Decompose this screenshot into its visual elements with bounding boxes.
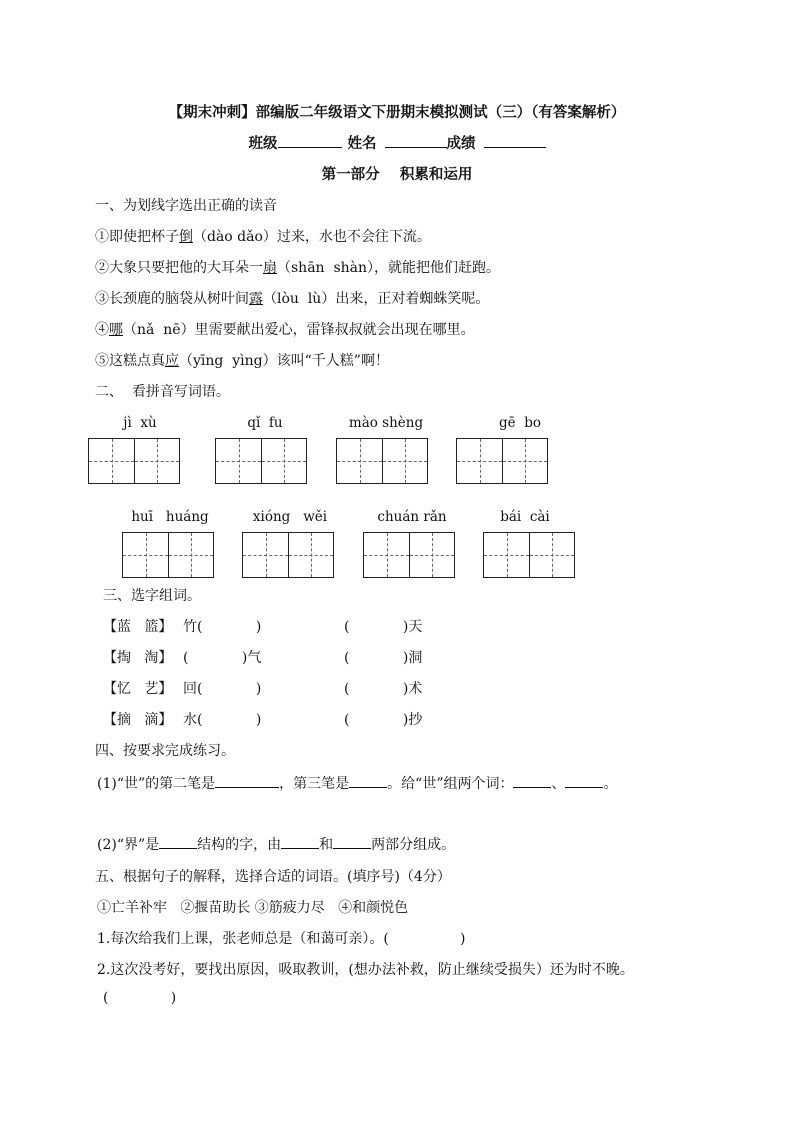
- q-text: 。: [603, 776, 618, 792]
- q-text: ②大象只要把他的大耳朵一: [95, 260, 263, 276]
- underlined-char: 露: [249, 291, 263, 307]
- pinyin-label: jì xù: [123, 415, 157, 431]
- section5-heading: 五、根据句子的解释，选择合适的词语。(填序号)（4分）: [95, 869, 451, 885]
- section4-heading: 四、按要求完成练习。: [95, 743, 235, 759]
- answer-blank[interactable]: [215, 775, 279, 788]
- word-blank[interactable]: 竹( ): [183, 619, 262, 635]
- answer-paren[interactable]: ( ): [103, 990, 177, 1006]
- pinyin-label: huī huáng: [131, 509, 209, 525]
- q-text: ⑤这糕点真: [95, 353, 165, 369]
- pinyin-label: xióng wěi: [252, 509, 328, 525]
- question-4-1: [97, 773, 617, 793]
- reading-question: [95, 350, 389, 370]
- char-pair: 【蓝 篮】: [103, 619, 173, 635]
- answer-blank[interactable]: [333, 836, 371, 849]
- writing-grid[interactable]: [215, 438, 307, 484]
- class-field[interactable]: [278, 135, 342, 148]
- writing-grid[interactable]: [88, 438, 180, 484]
- score-field[interactable]: [484, 135, 546, 148]
- writing-grid[interactable]: [363, 532, 455, 578]
- section1-heading: 一、为划线字选出正确的读音: [95, 198, 277, 214]
- answer-blank[interactable]: [349, 775, 387, 788]
- word-blank[interactable]: ( )气: [183, 650, 262, 666]
- word-blank[interactable]: ( )天: [344, 619, 423, 635]
- name-label: 姓名: [347, 135, 377, 152]
- student-info-line: [0, 132, 794, 153]
- q-text: 两部分组成。: [371, 837, 456, 853]
- question-5-1[interactable]: 1.每次给我们上课，张老师总是（和蔼可亲）。( ): [97, 931, 466, 947]
- q-text: 结构的字，由: [197, 837, 282, 853]
- q-text: (2)“界”是: [97, 837, 160, 853]
- writing-grid[interactable]: [122, 532, 214, 578]
- q-text: 和: [319, 837, 334, 853]
- underlined-char: 哪: [109, 322, 123, 338]
- answer-blank[interactable]: [159, 836, 197, 849]
- section2-heading: 二、 看拼音写词语。: [95, 384, 230, 400]
- score-label: 成绩: [446, 135, 476, 152]
- answer-blank[interactable]: [281, 836, 319, 849]
- char-pair: 【掏 淘】: [103, 650, 173, 666]
- word-blank[interactable]: ( )术: [344, 681, 423, 697]
- q-text: ④: [95, 322, 109, 338]
- underlined-char: 应: [165, 353, 179, 369]
- underlined-char: 倒: [179, 229, 193, 245]
- writing-grid[interactable]: [483, 532, 575, 578]
- question-4-2: [97, 834, 455, 854]
- reading-question: [95, 288, 489, 308]
- word-blank[interactable]: 回( ): [183, 681, 262, 697]
- reading-question: [95, 319, 475, 339]
- pinyin-label: bái cài: [500, 509, 550, 525]
- q-text: ，第三笔是: [279, 776, 350, 792]
- q-text: （dào dǎo）过来，水也不会往下流。: [193, 229, 431, 245]
- char-pair: 【忆 艺】: [103, 681, 173, 697]
- question-5-2: 2.这次没考好，要找出原因，吸取教训，(想办法补救，防止继续受损失）还为时不晚。: [97, 962, 634, 978]
- part-title: 第一部分 积累和运用: [321, 166, 473, 183]
- q-text: (1)“世”的第二笔是: [97, 776, 216, 792]
- reading-question: [95, 257, 500, 277]
- writing-grid[interactable]: [456, 438, 548, 484]
- q-text: ①即使把杯子: [95, 229, 179, 245]
- pinyin-label: gē bo: [499, 415, 541, 431]
- pinyin-label: qǐ fu: [247, 415, 283, 431]
- pinyin-label: mào shèng: [348, 415, 424, 431]
- writing-grid[interactable]: [336, 438, 428, 484]
- answer-blank[interactable]: [565, 775, 603, 788]
- idiom-options: ①亡羊补牢 ②揠苗助长 ③筋疲力尽 ④和颜悦色: [97, 900, 409, 916]
- word-blank[interactable]: 水( ): [183, 712, 262, 728]
- class-label: 班级: [248, 135, 278, 152]
- section3-heading: 三、选字组词。: [103, 588, 201, 604]
- char-pair: 【摘 滴】: [103, 712, 173, 728]
- page-title: 【期末冲刺】部编版二年级语文下册期末模拟测试（三）（有答案解析）: [168, 104, 626, 121]
- underlined-char: 扇: [263, 260, 277, 276]
- word-blank[interactable]: ( )抄: [344, 712, 423, 728]
- q-text: （lòu lù）出来，正对着蜘蛛笑呢。: [263, 291, 490, 307]
- q-text: 、: [551, 776, 566, 792]
- answer-blank[interactable]: [513, 775, 551, 788]
- reading-question: [95, 226, 431, 246]
- name-field[interactable]: [385, 135, 447, 148]
- q-text: （nǎ nē）里需要献出爱心，雷锋叔叔就会出现在哪里。: [123, 322, 475, 338]
- word-blank[interactable]: ( )洞: [344, 650, 423, 666]
- q-text: （shān shàn），就能把他们赶跑。: [277, 260, 501, 276]
- writing-grid[interactable]: [242, 532, 334, 578]
- q-text: （yīng yìng）该叫“千人糕”啊！: [179, 353, 389, 369]
- q-text: ③长颈鹿的脑袋从树叶间: [95, 291, 249, 307]
- pinyin-label: chuán rǎn: [377, 509, 447, 525]
- q-text: 。给“世”组两个词：: [387, 776, 514, 792]
